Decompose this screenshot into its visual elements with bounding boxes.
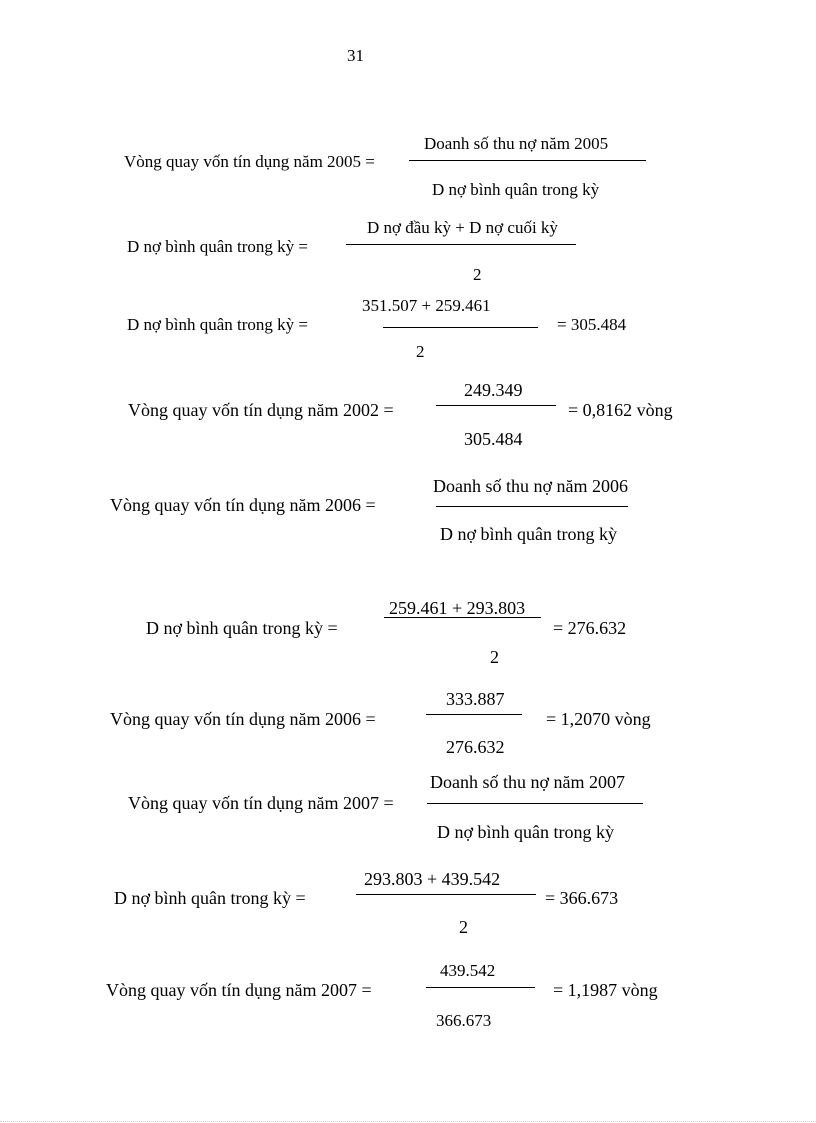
fraction-bar [436, 405, 556, 406]
formula-numerator: 333.887 [446, 689, 505, 709]
formula-result: = 1,1987 vòng [553, 980, 658, 1000]
fraction-bar [346, 244, 576, 245]
formula-numerator: 249.349 [464, 380, 523, 400]
fraction-bar [436, 506, 628, 507]
formula-label: Vòng quay vốn tín dụng năm 2006 = [110, 495, 376, 515]
formula-numerator: 259.461 + 293.803 [389, 598, 526, 618]
formula-denominator: 2 [416, 342, 425, 361]
formula-numerator: 293.803 + 439.542 [364, 869, 501, 889]
fraction-bar [409, 160, 646, 161]
fraction-bar [426, 714, 522, 715]
formula-result: = 366.673 [545, 888, 619, 908]
formula-numerator: Doanh số thu nợ năm 2007 [430, 772, 626, 792]
formula-denominator: 2 [473, 265, 482, 284]
formula-denominator: 2 [459, 917, 468, 937]
formula-denominator: 276.632 [446, 737, 505, 757]
formula-denominator: 305.484 [464, 429, 523, 449]
page-number: 31 [347, 46, 364, 65]
formula-label: Vòng quay vốn tín dụng năm 2007 = [106, 980, 372, 1000]
formula-label: D nợ bình quân trong kỳ = [146, 618, 338, 638]
formula-denominator: D nợ bình quân trong kỳ [437, 822, 615, 842]
formula-result: = 276.632 [553, 618, 627, 638]
formula-label: D nợ bình quân trong kỳ = [127, 315, 309, 334]
fraction-bar [384, 617, 541, 618]
formula-numerator: 351.507 + 259.461 [362, 296, 491, 315]
formula-numerator: D nợ đầu kỳ + D nợ cuối kỳ [367, 218, 558, 237]
formula-denominator: 2 [490, 647, 499, 667]
formula-label: Vòng quay vốn tín dụng năm 2002 = [128, 400, 394, 420]
formula-label: Vòng quay vốn tín dụng năm 2006 = [110, 709, 376, 729]
fraction-bar [426, 987, 535, 988]
formula-denominator: D nợ bình quân trong kỳ [440, 524, 618, 544]
fraction-bar [356, 894, 536, 895]
fraction-bar [427, 803, 643, 804]
formula-result: = 1,2070 vòng [546, 709, 651, 729]
fraction-bar [383, 327, 538, 328]
formula-numerator: Doanh số thu nợ năm 2005 [424, 134, 609, 153]
formula-result: = 0,8162 vòng [568, 400, 673, 420]
formula-label: D nợ bình quân trong kỳ = [114, 888, 306, 908]
formula-label: Vòng quay vốn tín dụng năm 2007 = [128, 793, 394, 813]
formula-denominator: 366.673 [436, 1011, 492, 1030]
formula-label: D nợ bình quân trong kỳ = [127, 237, 309, 256]
formula-numerator: 439.542 [440, 961, 496, 980]
formula-denominator: D nợ bình quân trong kỳ [432, 180, 600, 199]
formula-result: = 305.484 [557, 315, 627, 334]
formula-label: Vòng quay vốn tín dụng năm 2005 = [124, 152, 375, 171]
formula-numerator: Doanh số thu nợ năm 2006 [433, 476, 629, 496]
page-bottom-divider [0, 1121, 816, 1122]
